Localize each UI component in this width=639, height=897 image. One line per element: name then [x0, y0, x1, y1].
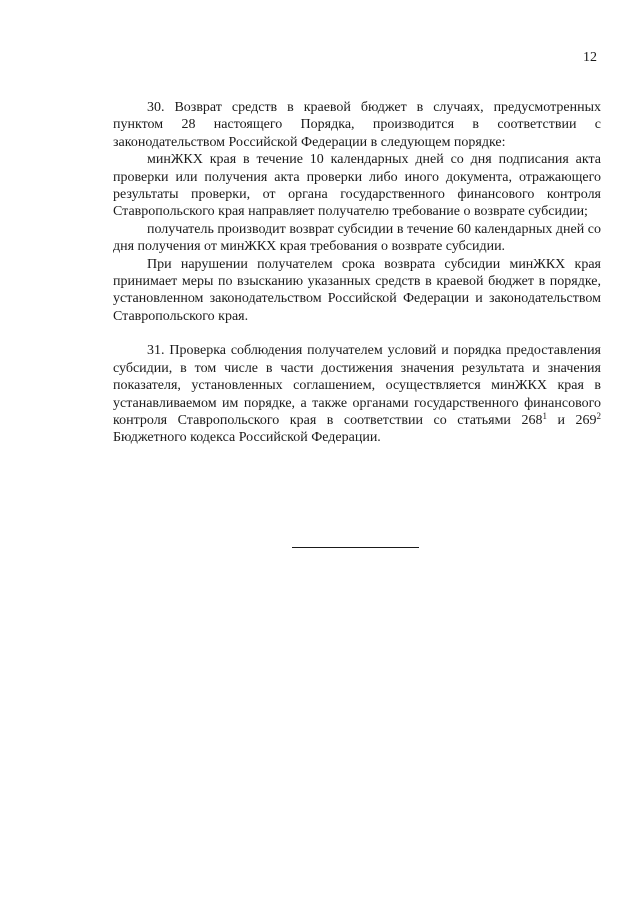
closing-separator-line [292, 547, 419, 548]
superscript-article-268: 1 [542, 410, 547, 421]
paragraph-31 [113, 342, 601, 446]
superscript-article-269: 2 [596, 410, 601, 421]
paragraph-30-violation: При нарушении получателем срока возврата субсидии минЖКХ края принимает меры по взысканию указанных средств в краевой бюджет в порядке, установленном законодательством Российской Федерации и законодательством Ставропольского края. [113, 256, 601, 324]
paragraph-30-step-2: получатель производит возврат субсидии в течение 60 календарных дней со дня получения от минЖКХ края требования о возврате субсидии. [113, 221, 601, 255]
document-body [113, 99, 601, 447]
paragraph-31-text-part-3: Бюджетного кодекса Российской Федерации. [113, 430, 381, 446]
paragraph-30-step-1: минЖКХ края в течение 10 календарных дней со дня подписания акта проверки или получения акта проверки либо иного документа, отражающего результаты проверки, от органа государственного финансового контроля Ставропольского края направляет получателю требование о возврате субсидии; [113, 152, 601, 220]
paragraph-30-intro: 30. Возврат средств в краевой бюджет в случаях, предусмотренных пунктом 28 настоящего Порядка, производится в соответствии с законодательством Российской Федерации в следующем порядке: [113, 100, 601, 150]
paragraph-31-text-part-2: и 269 [546, 412, 597, 428]
paragraph-31-text-part-1: 31. Проверка соблюдения получателем условий и порядка предоставления субсидии, в том числе в части достижения значения результата и значения показателя, установленных соглашением, осуществляется минЖКХ края в устанавливаемом им порядке, а также органами государственного финансового контроля Ставропольского края в соответствии со статьями 268 [113, 343, 601, 428]
page-number: 12 [583, 50, 597, 65]
paragraph-gap [113, 325, 601, 342]
